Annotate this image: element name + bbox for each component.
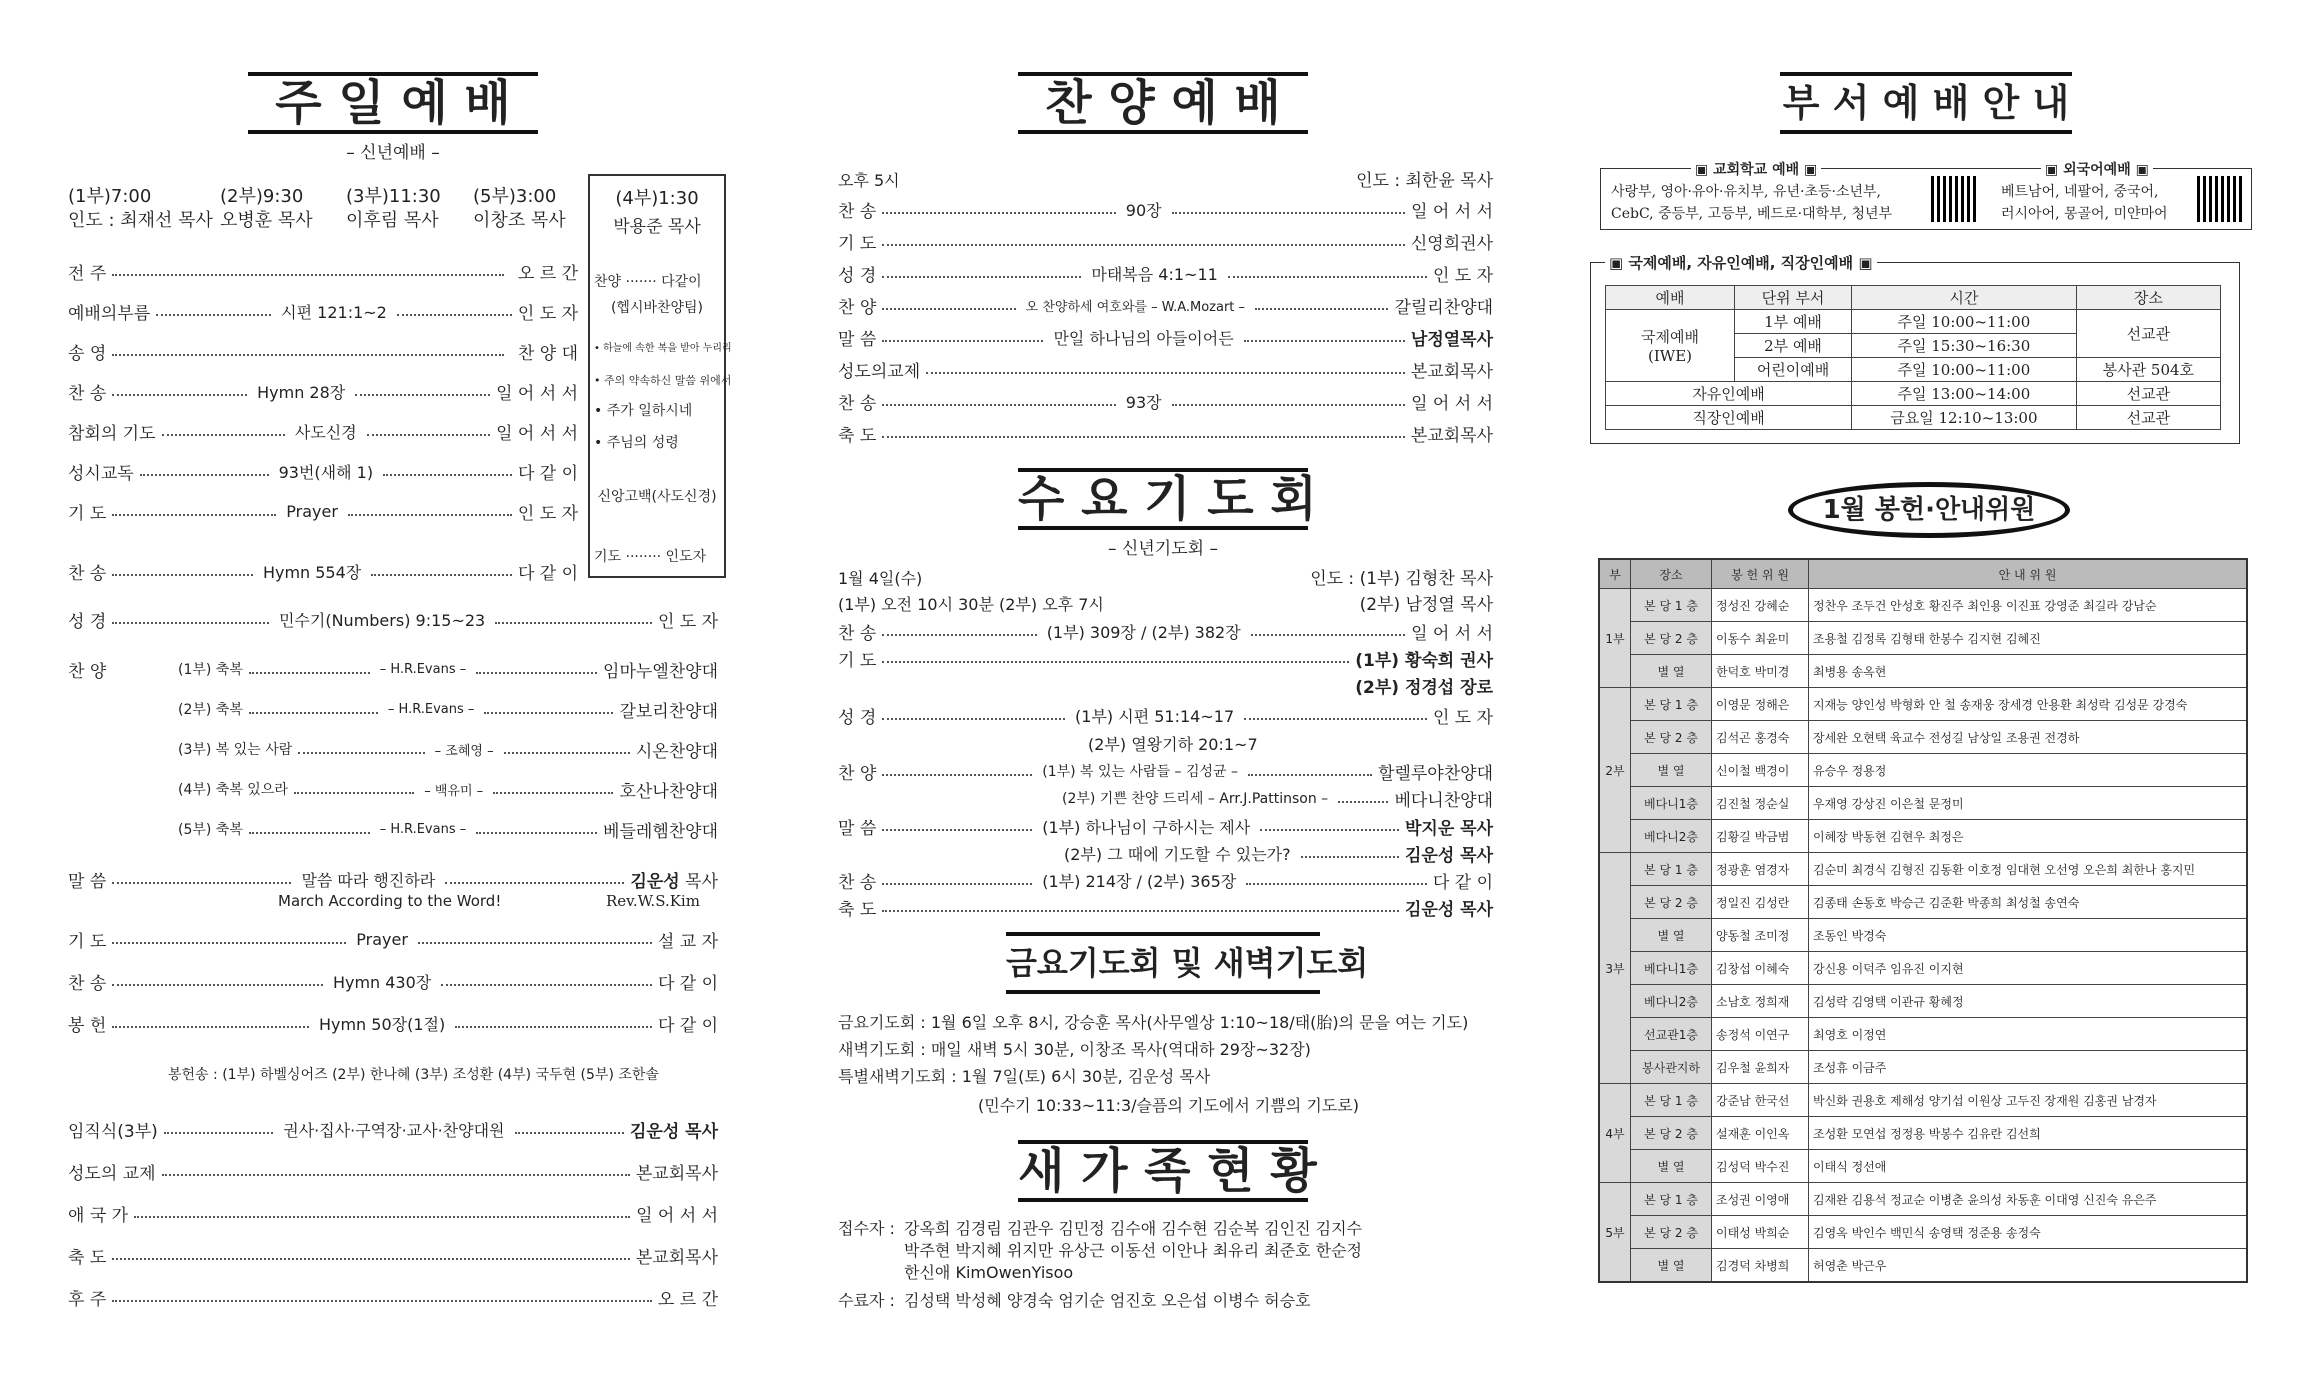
order-item: 찬 송 90장 일 어 서 서: [838, 200, 1494, 222]
order-item: 전 주 오 르 간: [68, 263, 578, 284]
table-row: [1599, 919, 2247, 952]
service-time: (5부)3:00: [473, 186, 557, 207]
table-cell: 선교관: [2076, 310, 2220, 358]
order-item: 말 씀 만일 하나님의 아들이어든 남정열목사: [838, 328, 1494, 350]
offering-cell: 김경덕 차병희: [1712, 1249, 1809, 1283]
box-line: 신앙고백(사도신경): [597, 489, 717, 505]
anthem-label: 찬 양: [68, 662, 107, 682]
place-cell: 봉사관지하: [1631, 1051, 1712, 1084]
dawn-line: 새벽기도회 : 매일 새벽 5시 30분, 이창조 목사(역대하 29장~32장): [838, 1040, 1311, 1059]
table-row: [1599, 952, 2247, 985]
order-item: 송 영 찬 양 대: [68, 343, 578, 364]
order-item: 애 국 가 일 어 서 서: [68, 1205, 718, 1226]
praise-leader: 인도 : 최한윤 목사: [1356, 171, 1493, 191]
table-row: [1599, 1117, 2247, 1150]
table-row: [1599, 754, 2247, 787]
offering-cell: 송정석 이연구: [1712, 1018, 1809, 1051]
sermon-title-en: March According to the Word!: [278, 892, 502, 910]
usher-cell: 박신화 권용호 제해성 양기섭 이원상 고두진 장재원 김홍권 남경자: [1809, 1084, 2248, 1117]
usher-cell: 유승우 정용정: [1809, 754, 2248, 787]
place-cell: 베다니2층: [1631, 985, 1712, 1018]
usher-cell: 조성환 모연섭 정정용 박봉수 김유란 김선희: [1809, 1117, 2248, 1150]
dept-box: [1600, 162, 2252, 230]
place-cell: 베다니1층: [1631, 952, 1712, 985]
ushers-title: 1월 봉헌·안내위원: [1788, 482, 2070, 538]
service-leader: 오병훈 목사: [220, 210, 313, 231]
order-item: 임직식(3부) 권사·집사·구역장·교사·찬양대원 김운성 목사: [68, 1120, 718, 1142]
offering-cell: 정성진 강혜순: [1712, 589, 1809, 622]
table-cell: 1부 예배: [1735, 310, 1852, 334]
offering-cell: 이태성 박희순: [1712, 1216, 1809, 1249]
order-item: (2부) 기쁜 찬양 드리세 – Arr.J.Pattinson – 베다니찬양대: [1062, 790, 1493, 811]
table-row: [1599, 1051, 2247, 1084]
box-line: (헵시바찬양팀): [610, 300, 704, 316]
part-cell: 5부: [1599, 1183, 1631, 1283]
part-cell: 1부: [1599, 589, 1631, 688]
foreign-line: 베트남어, 네팔어, 중국어,: [2001, 184, 2159, 200]
order-item: 성 경 (1부) 시편 51:14~17 인 도 자: [838, 706, 1494, 728]
table-cell: 2부 예배: [1735, 334, 1852, 358]
table-row: [1599, 1183, 2247, 1216]
done-names: 김성택 박성혜 양경숙 엄기순 엄진호 오은섭 이병수 허승호: [904, 1291, 1311, 1310]
offering-cell: 김우철 윤희자: [1712, 1051, 1809, 1084]
place-cell: 별 열: [1631, 655, 1712, 688]
section-title: 새 가 족 현 황: [1018, 1140, 1308, 1202]
table-cell: 봉사관 504호: [2076, 358, 2220, 382]
table-row: [1599, 853, 2247, 886]
usher-cell: 김종태 손동호 박승근 김준환 박종희 최성철 송연숙: [1809, 886, 2248, 919]
offering-note: 봉헌송 : (1부) 하벨싱어즈 (2부) 한나혜 (3부) 조성환 (4부) 국두현 (5부) 조한솔: [168, 1067, 659, 1083]
table-row: [1599, 886, 2247, 919]
table-row: [1599, 1249, 2247, 1283]
done-label: 수료자 :: [838, 1291, 895, 1310]
reg-names: 박주현 박지혜 위지만 유상근 이동선 이안나 최유리 최준호 한순정: [904, 1241, 1363, 1260]
order-item: 성도의 교제 본교회목사: [68, 1163, 718, 1184]
wed-leader: (2부) 남정열 목사: [1359, 595, 1493, 615]
anthem-row: (3부) 복 있는 사람 – 조혜영 – 시온찬양대: [178, 741, 718, 762]
order-item: 찬 송 (1부) 309장 / (2부) 382장 일 어 서 서: [838, 622, 1493, 644]
offering-cell: 강준남 한국선: [1712, 1084, 1809, 1117]
table-row: [1606, 382, 2221, 406]
table-row: [1599, 655, 2247, 688]
wed-leader: 인도 : (1부) 김형찬 목사: [1310, 569, 1493, 589]
order-item: 찬 송 (1부) 214장 / (2부) 365장 다 같 이: [838, 871, 1493, 893]
wed-date: 1월 4일(수): [838, 569, 923, 588]
place-cell: 본 당 2 층: [1631, 886, 1712, 919]
service-time: (3부)11:30: [346, 186, 441, 207]
table-cell: 어린이예배: [1735, 358, 1852, 382]
offering-cell: 신이철 백경이: [1712, 754, 1809, 787]
table-cell: 자유인예배: [1606, 382, 1852, 406]
place-cell: 별 열: [1631, 919, 1712, 952]
order-item: 찬 양 오 찬양하세 여호와를 – W.A.Mozart – 갈릴리찬양대: [838, 297, 1493, 318]
table-header: 시간: [1852, 286, 2077, 310]
table-row: [1599, 1150, 2247, 1183]
section-title: 수 요 기 도 회: [1018, 468, 1308, 530]
anthem-row: (4부) 축복 있으라 – 백유미 – 호산나찬양대: [178, 781, 719, 802]
anthem-row: (5부) 축복 – H.R.Evans – 베들레헴찬양대: [178, 821, 719, 842]
table-cell: 금요일 12:10~13:00: [1852, 406, 2077, 430]
intl-box: [1590, 254, 2240, 444]
place-cell: 본 당 1 층: [1631, 589, 1712, 622]
table-cell: 선교관: [2076, 406, 2220, 430]
section-title: 금요기도회 및 새벽기도회: [1006, 932, 1320, 994]
wed-time: (1부) 오전 10시 30분 (2부) 오후 7시: [838, 595, 1104, 614]
service-time: (4부)1:30: [615, 188, 699, 209]
table-row: [1599, 622, 2247, 655]
usher-cell: 김영옥 박인수 백민식 송영택 정준용 송정숙: [1809, 1216, 2248, 1249]
order-item: 성도의교제 본교회목사: [838, 361, 1493, 382]
table-header: 예배: [1606, 286, 1735, 310]
order-item: 예배의부름 시편 121:1~2 인 도 자: [68, 302, 578, 324]
school-line: CebC, 중등부, 고등부, 베드로·대학부, 청년부: [1611, 206, 1893, 222]
usher-cell: 이혜장 박동현 김현우 최정은: [1809, 820, 2248, 853]
qr-code-icon[interactable]: [2197, 176, 2243, 222]
place-cell: 본 당 2 층: [1631, 622, 1712, 655]
qr-code-icon[interactable]: [1931, 176, 1977, 222]
offering-cell: 한덕호 박미경: [1712, 655, 1809, 688]
sermon-row: 말 씀 말씀 따라 행진하라 김운성 목사: [68, 870, 718, 892]
foreign-line: 러시아어, 몽골어, 미얀마어: [2001, 206, 2168, 222]
ushers-table: [1598, 558, 2248, 1283]
service-time: (2부)9:30: [220, 186, 304, 207]
box-line: • 주가 일하시네: [594, 403, 693, 419]
intl-title: ▣ 국제예배, 자유인예배, 직장인예배 ▣: [1605, 252, 1877, 273]
table-row: [1599, 820, 2247, 853]
box-line: 기도 ········ 인도자: [594, 549, 707, 565]
order-item: 봉 헌 Hymn 50장(1절) 다 같 이: [68, 1014, 719, 1036]
order-item: 후 주 오 르 간: [68, 1289, 718, 1310]
table-header: 단위 부서: [1735, 286, 1852, 310]
table-cell: 선교관: [2076, 382, 2220, 406]
preacher-en: Rev.W.S.Kim: [606, 892, 700, 910]
usher-cell: 김순미 최경식 김형진 김동환 이호정 임대현 오선영 오은희 최한나 홍지민: [1809, 853, 2248, 886]
table-row: [1599, 1216, 2247, 1249]
special-dawn-note: (민수기 10:33~11:3/슬픔의 기도에서 기쁨의 기도로): [978, 1096, 1359, 1115]
place-cell: 본 당 1 층: [1631, 1084, 1712, 1117]
service-leader: 인도 : 최재선 목사: [68, 210, 213, 231]
place-cell: 별 열: [1631, 1150, 1712, 1183]
table-header: 봉 헌 위 원: [1712, 559, 1809, 589]
usher-cell: 김성락 김영택 이관규 황혜정: [1809, 985, 2248, 1018]
offering-cell: 정광훈 염경자: [1712, 853, 1809, 886]
offering-cell: 김황길 박금범: [1712, 820, 1809, 853]
intl-name-en: (IWE): [1648, 347, 1692, 365]
intl-table: [1605, 285, 2221, 430]
place-cell: 본 당 1 층: [1631, 1183, 1712, 1216]
order-subline: (2부) 열왕기하 20:1~7: [1088, 735, 1258, 754]
table-row: [1606, 310, 2221, 334]
service-leader: 박용준 목사: [613, 217, 701, 237]
place-cell: 본 당 1 층: [1631, 688, 1712, 721]
friday-line: 금요기도회 : 1월 6일 오후 8시, 강승훈 목사(사무엘상 1:10~18/태(胎)의 문을 여는 기도): [838, 1013, 1469, 1032]
place-cell: 본 당 2 층: [1631, 1216, 1712, 1249]
offering-cell: 김창섭 이혜숙: [1712, 952, 1809, 985]
usher-cell: 정찬우 조두건 안성호 황진주 최인용 이진표 강영준 최길라 강남순: [1809, 589, 2248, 622]
order-item: 기 도 Prayer 설 교 자: [68, 929, 718, 952]
table-cell: 주일 13:00~14:00: [1852, 382, 2077, 406]
order-item: 참회의 기도 사도신경 일 어 서 서: [68, 422, 578, 444]
usher-cell: 조동인 박경숙: [1809, 919, 2248, 952]
table-header: 안 내 위 원: [1809, 559, 2248, 589]
box-line: • 하늘에 속한 복을 받아 누리리: [594, 343, 732, 354]
offering-cell: 이영문 정해은: [1712, 688, 1809, 721]
service-leader: 이창조 목사: [473, 210, 566, 231]
table-row: [1599, 589, 2247, 622]
intl-name: 국제예배: [1641, 328, 1699, 346]
order-item: 기 도 (1부) 황숙희 권사: [838, 650, 1493, 671]
table-row: [1599, 688, 2247, 721]
usher-cell: 지재능 양인성 박형화 안 철 송재웅 장세경 안용환 최성락 김성문 강경숙: [1809, 688, 2248, 721]
section-title: 주 일 예 배: [248, 72, 538, 134]
order-item: 말 씀 (1부) 하나님이 구하시는 제사 박지운 목사: [838, 817, 1493, 839]
reg-label: 접수자 :: [838, 1219, 895, 1238]
offering-cell: 이동수 최윤미: [1712, 622, 1809, 655]
usher-cell: 이태식 정선애: [1809, 1150, 2248, 1183]
offering-cell: 설재훈 이인옥: [1712, 1117, 1809, 1150]
place-cell: 베다니2층: [1631, 820, 1712, 853]
box-line: • 주의 약속하신 말씀 위에서: [594, 374, 732, 387]
order-item: 찬 양 (1부) 복 있는 사람들 – 김성균 – 할렐루야찬양대: [838, 763, 1493, 784]
order-item: 찬 송 93장 일 어 서 서: [838, 392, 1494, 414]
part-cell: 4부: [1599, 1084, 1631, 1183]
order-item: 기 도 신영희권사: [838, 233, 1493, 254]
place-cell: 별 열: [1631, 1249, 1712, 1283]
school-line: 사랑부, 영아·유아·유치부, 유년·초등·소년부,: [1611, 184, 1881, 200]
box-line: 찬양 ······· 다같이: [594, 274, 702, 290]
order-item: 찬 송 Hymn 28장 일 어 서 서: [68, 382, 579, 404]
usher-cell: 최영호 이정연: [1809, 1018, 2248, 1051]
order-item: 기 도 Prayer 인 도 자: [68, 501, 578, 524]
service-time: (1부)7:00: [68, 186, 152, 207]
service-leader: 이후림 목사: [346, 210, 439, 231]
offering-cell: 김진철 정순실: [1712, 787, 1809, 820]
table-header: 부: [1599, 559, 1631, 589]
section-title: 찬 양 예 배: [1018, 72, 1308, 134]
table-row: [1606, 406, 2221, 430]
usher-cell: 김재완 김용석 정교순 이병춘 윤의성 차동훈 이대영 신진숙 유은주: [1809, 1183, 2248, 1216]
school-title: ▣ 교회학교 예배 ▣: [1691, 159, 1821, 179]
table-cell: 주일 10:00~11:00: [1852, 310, 2077, 334]
usher-cell: 우재영 강상진 이은철 문정미: [1809, 787, 2248, 820]
place-cell: 본 당 2 층: [1631, 721, 1712, 754]
order-item: 찬 송 Hymn 554장 다 같 이: [68, 562, 579, 584]
order-item: 성 경 민수기(Numbers) 9:15~23 인 도 자: [68, 610, 719, 632]
reg-names: 한신애 KimOwenYisoo: [904, 1263, 1074, 1282]
section-subtitle: – 신년예배 –: [346, 143, 440, 163]
anthem-row: (1부) 축복 – H.R.Evans – 임마누엘찬양대: [178, 661, 719, 682]
praise-time: 오후 5시: [838, 171, 900, 190]
order-item: (2부) 정경섭 장로: [1355, 677, 1493, 698]
anthem-row: (2부) 축복 – H.R.Evans – 갈보리찬양대: [178, 701, 718, 722]
part-cell: 3부: [1599, 853, 1631, 1084]
table-cell: 주일 15:30~16:30: [1852, 334, 2077, 358]
offering-cell: 조성권 이영애: [1712, 1183, 1809, 1216]
usher-cell: 조용철 김정록 김형태 한봉수 김지현 김혜진: [1809, 622, 2248, 655]
table-row: [1599, 787, 2247, 820]
order-item: 성시교독 93번(새해 1) 다 같 이: [68, 462, 579, 484]
special-dawn-line: 특별새벽기도회 : 1월 7일(토) 6시 30분, 김운성 목사: [838, 1067, 1211, 1086]
table-header: 장소: [2076, 286, 2220, 310]
offering-cell: 소남호 정희재: [1712, 985, 1809, 1018]
place-cell: 본 당 2 층: [1631, 1117, 1712, 1150]
usher-cell: 강신용 이덕주 임유진 이지현: [1809, 952, 2248, 985]
offering-cell: 양동철 조미정: [1712, 919, 1809, 952]
offering-cell: 김성덕 박수진: [1712, 1150, 1809, 1183]
table-row: [1599, 985, 2247, 1018]
section-title: 부 서 예 배 안 내: [1780, 72, 2072, 134]
order-item: 축 도 김운성 목사: [838, 899, 1493, 920]
table-row: [1599, 1018, 2247, 1051]
place-cell: 본 당 1 층: [1631, 853, 1712, 886]
usher-cell: 허영춘 박근우: [1809, 1249, 2248, 1283]
table-cell: 주일 10:00~11:00: [1852, 358, 2077, 382]
order-item: 성 경 마태복음 4:1~11 인 도 자: [838, 264, 1494, 286]
table-row: [1599, 721, 2247, 754]
place-cell: 베다니1층: [1631, 787, 1712, 820]
table-cell: 직장인예배: [1606, 406, 1852, 430]
offering-cell: 김석곤 홍경숙: [1712, 721, 1809, 754]
section-subtitle: – 신년기도회 –: [1108, 539, 1218, 559]
table-header: 장소: [1631, 559, 1712, 589]
order-item: 찬 송 Hymn 430장 다 같 이: [68, 972, 719, 994]
offering-cell: 정일진 김성란: [1712, 886, 1809, 919]
order-item: 축 도 본교회목사: [68, 1247, 718, 1268]
reg-names: 강옥희 김경림 김관우 김민정 김수애 김수현 김순복 김인진 김지수: [904, 1219, 1363, 1238]
table-row: [1599, 1084, 2247, 1117]
place-cell: 선교관1층: [1631, 1018, 1712, 1051]
usher-cell: 최병용 송옥현: [1809, 655, 2248, 688]
order-item: (2부) 그 때에 기도할 수 있는가? 김운성 목사: [1064, 844, 1493, 866]
order-item: 축 도 본교회목사: [838, 425, 1493, 446]
usher-cell: 장세완 오현택 육교수 전성길 남상일 조용권 전경하: [1809, 721, 2248, 754]
foreign-title: ▣ 외국어예배 ▣: [2041, 159, 2153, 179]
box-line: • 주님의 성령: [594, 435, 679, 451]
part-cell: 2부: [1599, 688, 1631, 853]
place-cell: 별 열: [1631, 754, 1712, 787]
usher-cell: 조성휴 이금주: [1809, 1051, 2248, 1084]
fourth-service-box: [588, 174, 732, 578]
